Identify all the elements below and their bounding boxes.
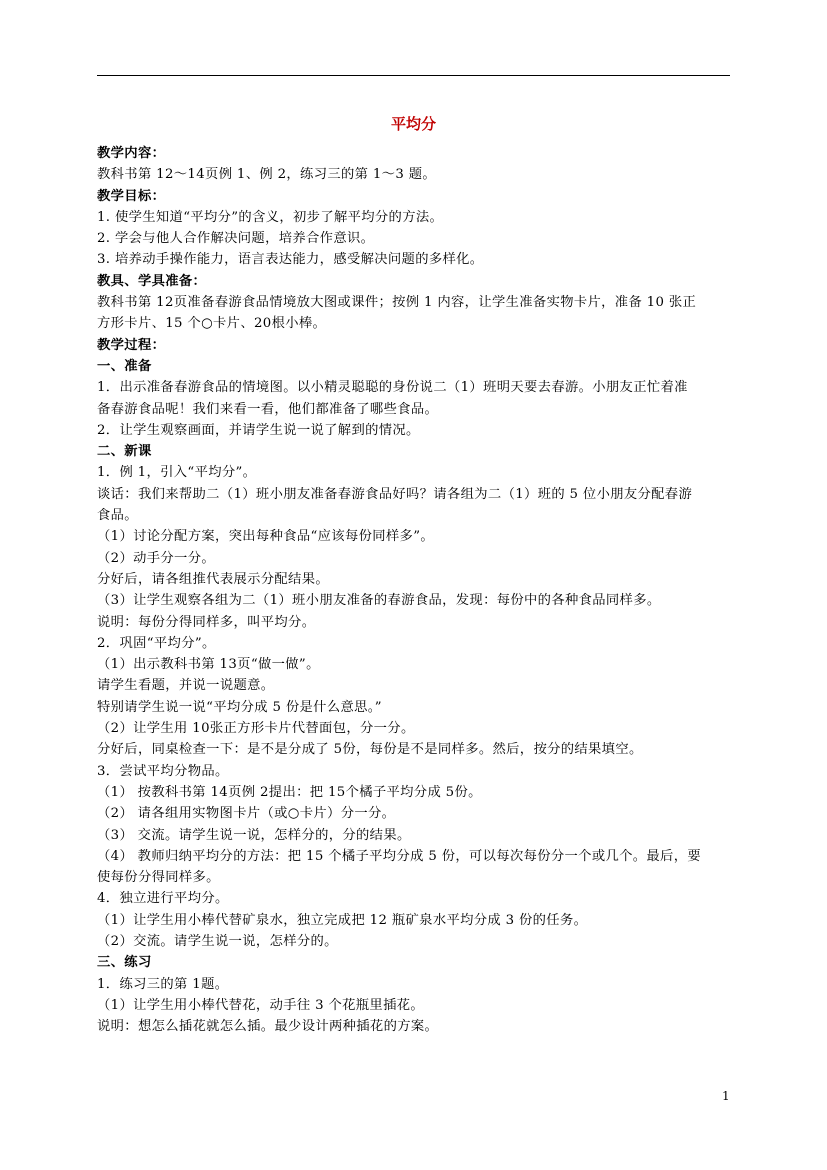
text-line: 1．出示准备春游食品的情境图。以小精灵聪聪的身份说二（1）班明天要去春游。小朋友正忙着准 xyxy=(97,380,688,396)
header-rule xyxy=(97,75,730,76)
text-line: （1） 按教科书第 14页例 2提出：把 15个橘子平均分成 5份。 xyxy=(97,784,482,800)
text-line: 方形卡片、15 个○卡片、20根小棒。 xyxy=(97,316,327,332)
text-line: 食品。 xyxy=(97,508,138,524)
section-heading: 教学过程： xyxy=(97,337,166,353)
text-line: 1．练习三的第 1题。 xyxy=(97,976,229,992)
text-line: （4） 教师归纳平均分的方法：把 15 个橘子平均分成 5 份，可以每次每份分一个或几个。最后，要 xyxy=(97,848,701,864)
text-line: 教科书第 12页准备春游食品情境放大图或课件；按例 1 内容，让学生准备实物卡片，准备 10 张正 xyxy=(97,295,697,311)
text-line: 2. 学会与他人合作解决问题，培养合作意识。 xyxy=(97,231,375,247)
text-line: （1）出示教科书第 13页“做一做”。 xyxy=(97,657,320,673)
page-title: 平均分 xyxy=(390,115,436,133)
text-line: 4．独立进行平均分。 xyxy=(97,891,229,907)
section-heading: 一、准备 xyxy=(97,358,152,374)
text-line: 3．尝试平均分物品。 xyxy=(97,763,229,779)
text-line: 2．让学生观察画面，并请学生说一说了解到的情况。 xyxy=(97,422,420,438)
text-line: （3）让学生观察各组为二（1）班小朋友准备的春游食品，发现：每份中的各种食品同样多。 xyxy=(97,593,661,609)
text-line: 说明：想怎么插花就怎么插。最少设计两种插花的方案。 xyxy=(97,1019,439,1035)
text-line: （2）动手分一分。 xyxy=(97,550,215,566)
text-line: 1. 使学生知道“平均分”的含义，初步了解平均分的方法。 xyxy=(97,209,444,225)
page-number: 1 xyxy=(722,1089,730,1103)
text-line: 使每份分得同样多。 xyxy=(97,870,220,886)
text-line: （1）让学生用小棒代替矿泉水，独立完成把 12 瓶矿泉水平均分成 3 份的任务。 xyxy=(97,912,588,928)
document-body xyxy=(97,143,737,1037)
text-line: 备春游食品呢！我们来看一看，他们都准备了哪些食品。 xyxy=(97,401,439,417)
text-line: 分好后，同桌检查一下：是不是分成了 5份，每份是不是同样多。然后，按分的结果填空。 xyxy=(97,742,643,758)
text-line: 谈话：我们来帮助二（1）班小朋友准备春游食品好吗？请各组为二（1）班的 5 位小朋友分配春游 xyxy=(97,486,693,502)
text-line: 3. 培养动手操作能力，语言表达能力，感受解决问题的多样化。 xyxy=(97,252,484,268)
text-line: （2）让学生用 10张正方形卡片代替面包，分一分。 xyxy=(97,721,415,737)
text-line: 分好后，请各组推代表展示分配结果。 xyxy=(97,571,329,587)
text-line: （2） 请各组用实物图卡片（或○卡片）分一分。 xyxy=(97,806,396,822)
section-heading: 教具、学具准备： xyxy=(97,273,207,289)
section-heading: 教学目标： xyxy=(97,188,166,204)
section-heading: 三、练习 xyxy=(97,955,152,971)
text-line: 请学生看题，并说一说题意。 xyxy=(97,678,275,694)
text-line: 说明：每份分得同样多，叫平均分。 xyxy=(97,614,316,630)
text-line: （1）让学生用小棒代替花，动手往 3 个花瓶里插花。 xyxy=(97,997,425,1013)
text-line: （3） 交流。请学生说一说，怎样分的，分的结果。 xyxy=(97,827,411,843)
text-line: 特别请学生说一说“平均分成 5 份是什么意思。” xyxy=(97,699,382,715)
text-line: 2．巩固“平均分”。 xyxy=(97,635,216,651)
text-line: （2）交流。请学生说一说，怎样分的。 xyxy=(97,933,338,949)
text-line: （1）讨论分配方案，突出每种食品“应该每份同样多”。 xyxy=(97,529,434,545)
text-line: 教科书第 12～14页例 1、例 2，练习三的第 1～3 题。 xyxy=(97,167,437,183)
text-line: 1．例 1，引入“平均分”。 xyxy=(97,465,257,481)
section-heading: 二、新课 xyxy=(97,444,152,460)
section-heading: 教学内容： xyxy=(97,146,166,161)
